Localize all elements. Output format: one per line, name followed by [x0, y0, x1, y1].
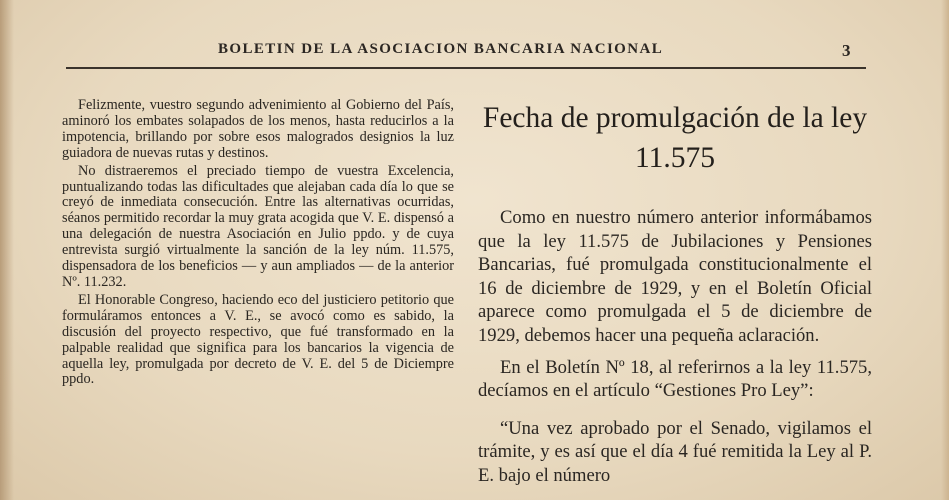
running-header-title: BOLETIN DE LA ASOCIACION BANCARIA NACIONAL: [218, 41, 664, 57]
article-title: Fecha de promulgación de la ley 11.575: [482, 102, 868, 174]
left-paragraph-3: El Honorable Congreso, haciendo eco del justiciero petitorio que formuláramos entonces a V. E., se avocó como es sabido, la discusión del proyecto respectivo, que fué transformado en la palpable realidad que significa para los bancarios la vigencia de aquella ley, promulgada por decreto de V. E. del 5 de Diciempre ppdo.: [62, 291, 454, 388]
left-paragraph-2: No distraeremos el preciado tiempo de vuestra Excelencia, puntualizando todas las dificultades que alejaban cada día lo que se creyó de inmediata consecución. Entre las alternativas ocurridas, séanos permitido recordar la muy grata acogida que V. E. dispensó a una delegación de nuestra Asociación en Julio ppdo. y de cuya entrevista surgió virtualmente la sanción de la ley núm. 11.575, dispensadora de los beneficios — y aun ampliados — de la anterior Nº. 11.232.: [62, 162, 454, 290]
right-text-column: [478, 98, 872, 496]
page-number: 3: [842, 41, 851, 60]
page-edge-shadow-left: [0, 0, 14, 500]
left-text-column: [62, 98, 454, 390]
page-edge-shadow-right: [941, 0, 949, 500]
right-quote-paragraph: “Una vez aprobado por el Senado, vigilamos el trámite, y es así que el día 4 fué remitida la Ley al P. E. bajo el número: [478, 417, 872, 486]
left-paragraph-1: Felizmente, vuestro segundo advenimiento al Gobierno del País, aminoró los embates solapados de los menos, hasta reducirlos a la impotencia, brillando por sobre esos malogrados designios la luz guiadora de nuevas rutas y destinos.: [62, 97, 454, 161]
header-divider-rule: [66, 67, 866, 69]
right-paragraph-2: En el Boletín Nº 18, al referirnos a la ley 11.575, decíamos en el artículo “Gestiones Pro Ley”:: [478, 356, 872, 402]
right-paragraph-1: Como en nuestro número anterior informábamos que la ley 11.575 de Jubilaciones y Pensiones Bancarias, fué promulgada constitucionalmente el 16 de diciembre de 1929, y en el Boletín Oficial aparece como promulgada el 5 de diciembre de 1929, debemos hacer una pequeña aclaración.: [478, 207, 872, 346]
